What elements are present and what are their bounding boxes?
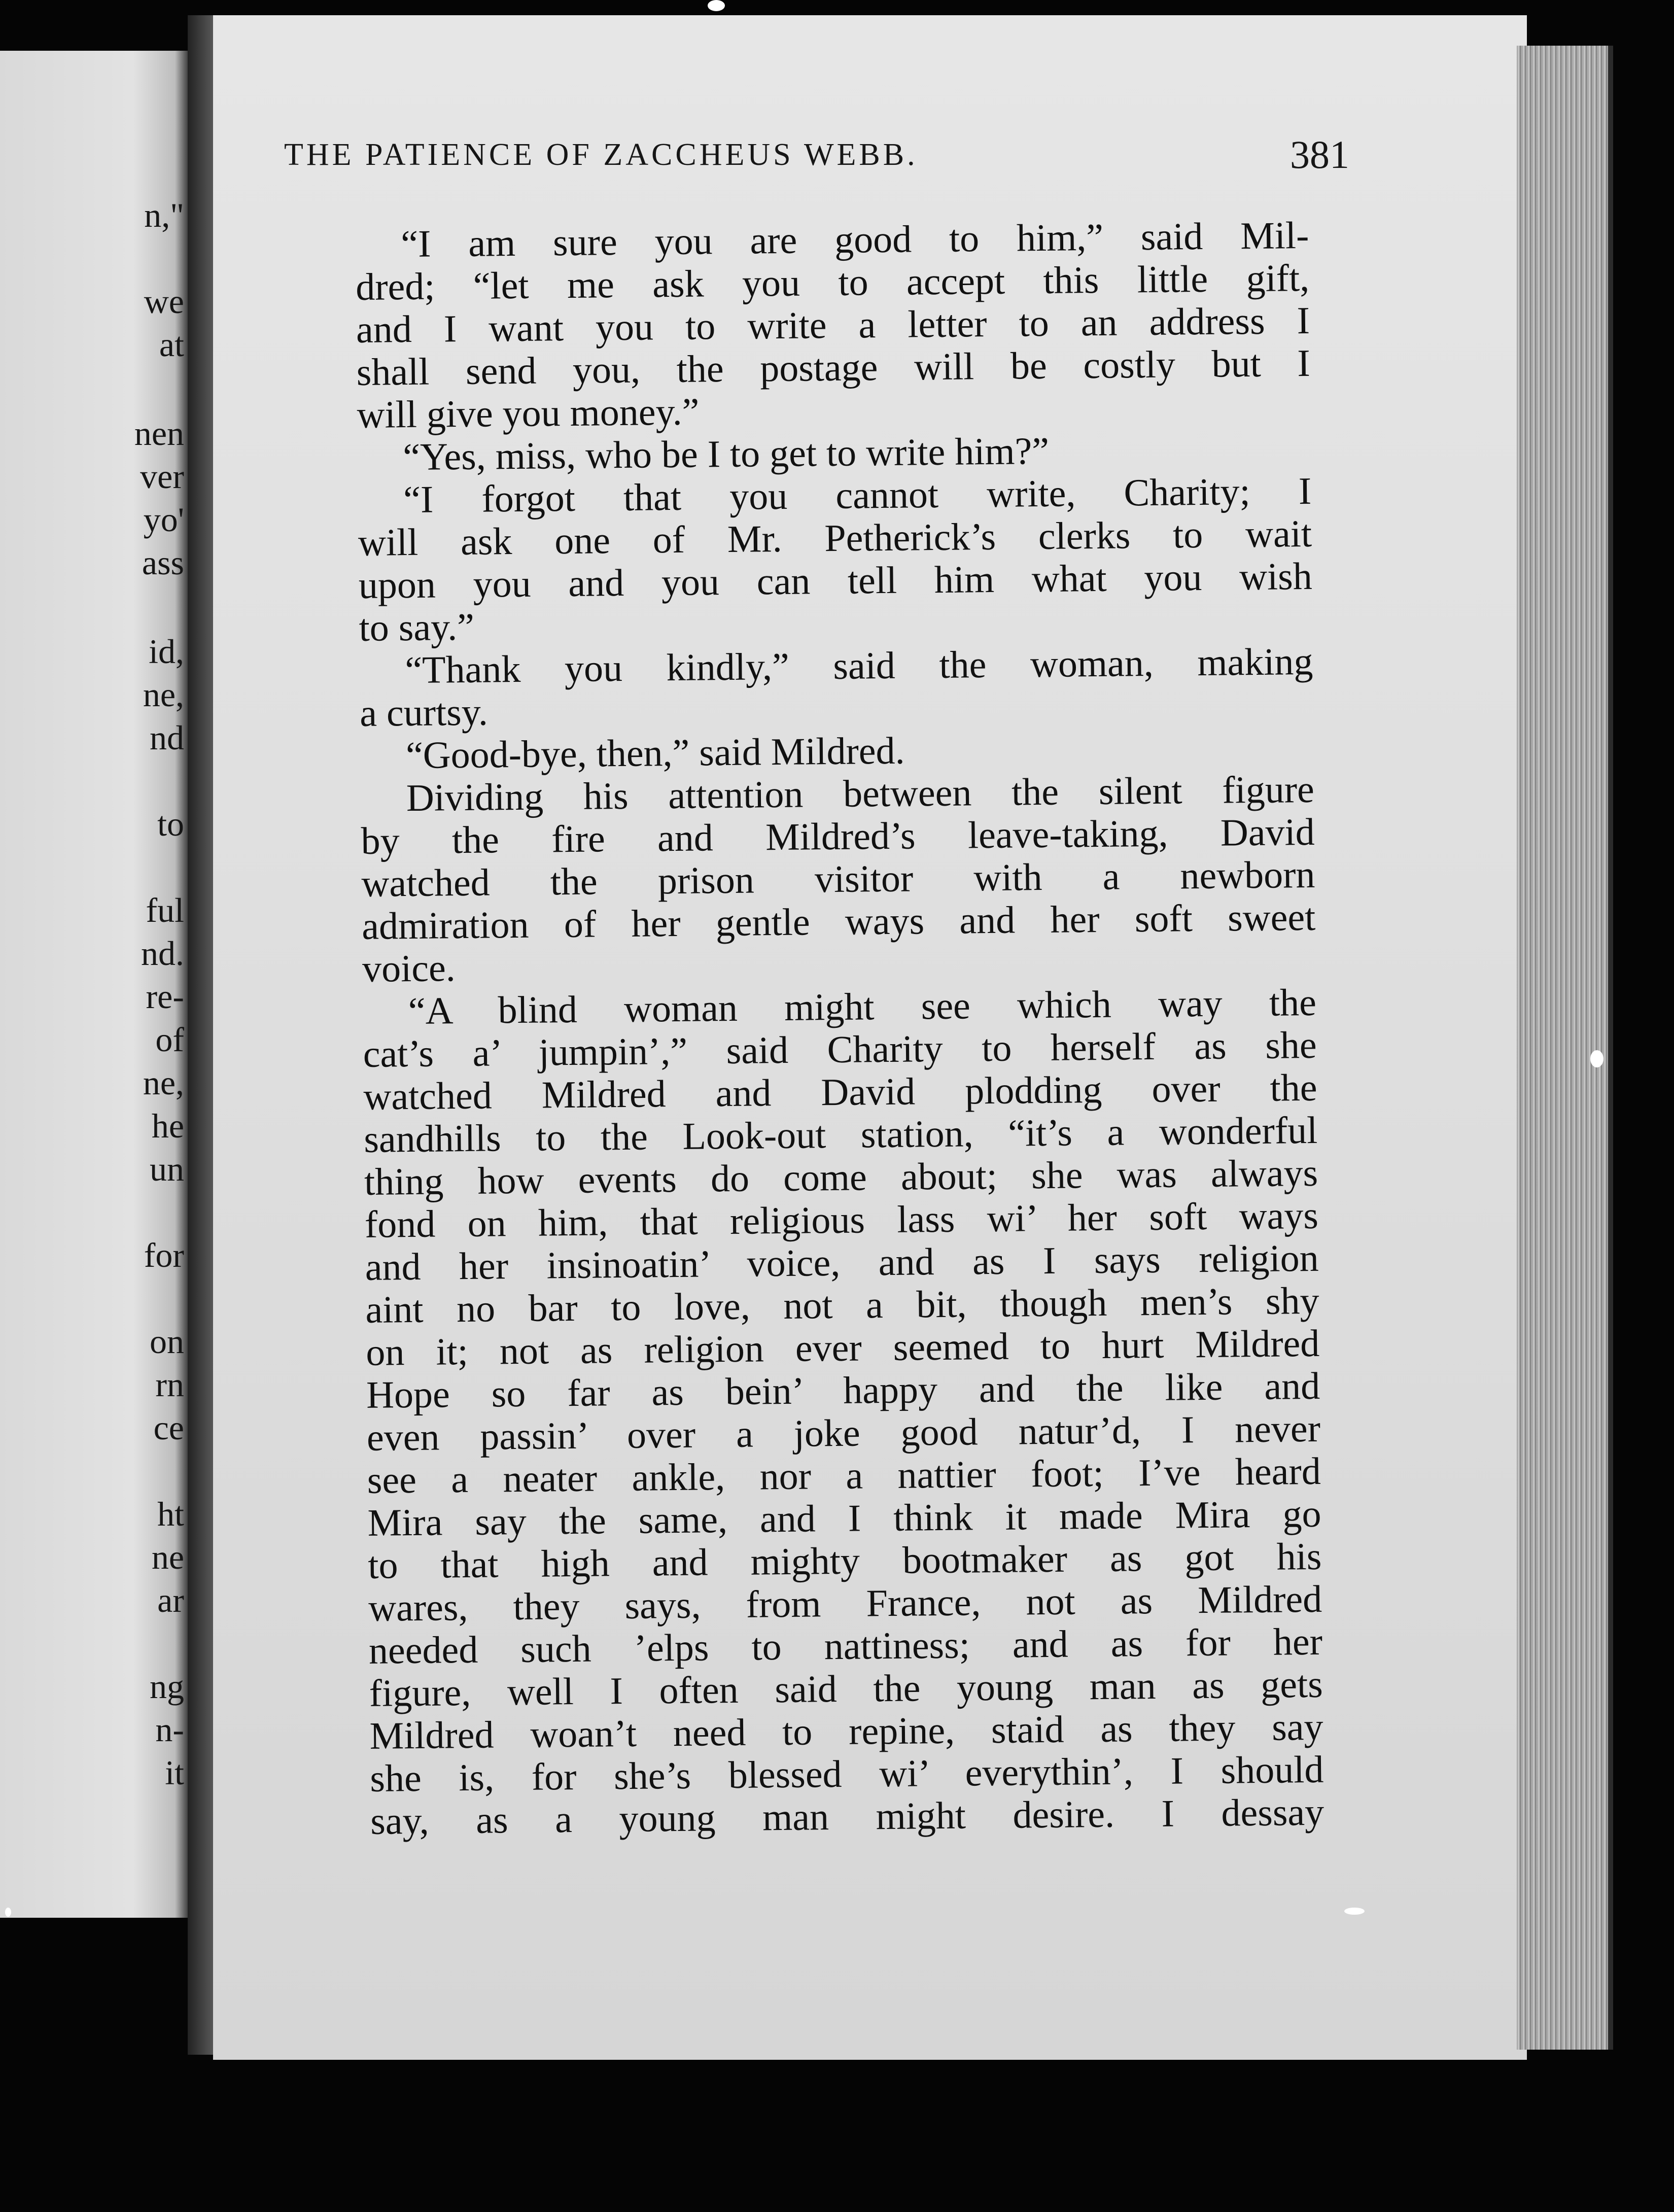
text-line: aint no bar to love, not a bit, though men’s shy [365,1279,1319,1331]
facing-page-fragment: ne, [143,1063,184,1102]
text-line: “Good-bye, then,” said Mildred. [405,729,905,777]
body-text [355,214,1324,1843]
text-line: watched the prison visitor with a newborn [361,853,1315,905]
text-line: watched Mildred and David plodding over the [363,1066,1317,1118]
facing-page-fragment: ass [142,543,184,582]
text-line: voice. [362,947,456,990]
text-line: needed such ’elps to nattiness; and as for her [368,1620,1323,1672]
facing-page-fragment: for [144,1236,184,1274]
scan-speck [1344,1908,1365,1915]
facing-page-fragment: at [159,325,184,364]
running-head: THE PATIENCE OF ZACCHEUS WEBB. [284,137,918,172]
text-line: Mildred woan’t need to repine, staid as they say [369,1705,1323,1757]
text-line: Dividing his attention between the silent figure [406,768,1315,820]
facing-page-fragment: id, [149,632,184,671]
text-line: and her insinoatin’ voice, and as I says religion [365,1236,1319,1289]
text-line: a curtsy. [359,690,489,735]
text-line: “A blind woman might see which way the [408,981,1317,1033]
text-line: will give you money.” [357,390,700,436]
text-line: “Yes, miss, who be I to get to write him?” [403,429,1050,479]
text-line: wares, they says, from France, not as Mildred [368,1577,1322,1630]
text-line: to say.” [359,605,475,649]
facing-page-fragment: ar [157,1581,184,1619]
facing-page-fragment: ful [146,891,184,929]
facing-page-fragment: re- [146,977,184,1016]
facing-page-fragment: n- [155,1710,184,1749]
facing-page-fragment: of [155,1020,184,1059]
text-line: shall send you, the postage will be costly but I [356,341,1311,394]
text-line: say, as a young man might desire. I dessay [370,1790,1324,1843]
facing-page-fragment: n," [144,196,184,234]
facing-page-fragment: rn [155,1365,184,1404]
facing-page-fragment: to [157,805,184,843]
facing-page-fragment: yo' [143,500,184,539]
text-line: even passin’ over a joke good natur’d, I never [366,1407,1321,1459]
text-line: Hope so far as bein’ happy and the like and [366,1364,1320,1416]
text-line: see a neater ankle, nor a nattier foot; I’ve heard [367,1449,1321,1502]
facing-page-fragment: ne [151,1538,184,1576]
facing-page-fragments [32,51,184,1918]
page-header [284,132,1349,198]
facing-page-fragment: nen [134,414,184,453]
text-line: by the fire and Mildred’s leave-taking, David [361,810,1315,862]
page-edge-stack [1517,46,1613,2050]
facing-page-fragment: nd. [141,934,184,973]
text-line: cat’s a’ jumpin’,” said Charity to herself as she [363,1023,1317,1076]
scan-speck [708,0,725,11]
facing-page-fragment: ver [140,457,184,496]
page-number: 381 [1290,132,1349,177]
text-line: dred; “let me ask you to accept this little gift, [355,256,1310,308]
text-line: fond on him, that religious lass wi’ her soft ways [364,1194,1319,1246]
facing-page-fragment: he [151,1107,184,1145]
text-line: “I am sure you are good to him,” said Mil- [400,214,1309,266]
facing-page-fragment: we [144,282,184,321]
scan-speck [1590,1050,1603,1067]
facing-page-fragment: nd [150,718,184,757]
facing-page-fragment: on [150,1322,184,1361]
text-line: she is, for she’s blessed wi’ everythin’, I should [370,1748,1324,1800]
facing-page-fragment: ce [153,1408,184,1447]
scan-speck [5,1908,11,1917]
text-line: “Thank you kindly,” said the woman, making [405,640,1313,692]
text-line: admiration of her gentle ways and her soft sweet [361,895,1316,948]
facing-page-fragment: ne, [143,675,184,714]
facing-page-fragment: ng [150,1667,184,1706]
text-line: and I want you to write a letter to an address I [356,299,1310,351]
text-line: sandhills to the Look-out station, “it’s a wonderful [363,1109,1318,1161]
facing-page-fragment: ht [157,1495,184,1533]
facing-page-edge [0,51,190,1918]
text-line: to that high and mighty bootmaker as got his [367,1535,1322,1587]
text-line: on it; not as religion ever seemed to hurt Mildred [365,1322,1320,1374]
text-line: upon you and you can tell him what you wish [358,555,1313,607]
text-line: will ask one of Mr. Petherick’s clerks to wait [358,512,1312,564]
facing-page-fragment: un [150,1150,184,1188]
text-line: Mira say the same, and I think it made Mira go [367,1492,1321,1544]
text-line: figure, well I often said the young man as gets [369,1663,1323,1715]
facing-page-fragment: it [165,1753,184,1792]
text-line: thing how events do come about; she was always [364,1151,1318,1203]
text-line: “I forgot that you cannot write, Charity; I [403,469,1312,522]
